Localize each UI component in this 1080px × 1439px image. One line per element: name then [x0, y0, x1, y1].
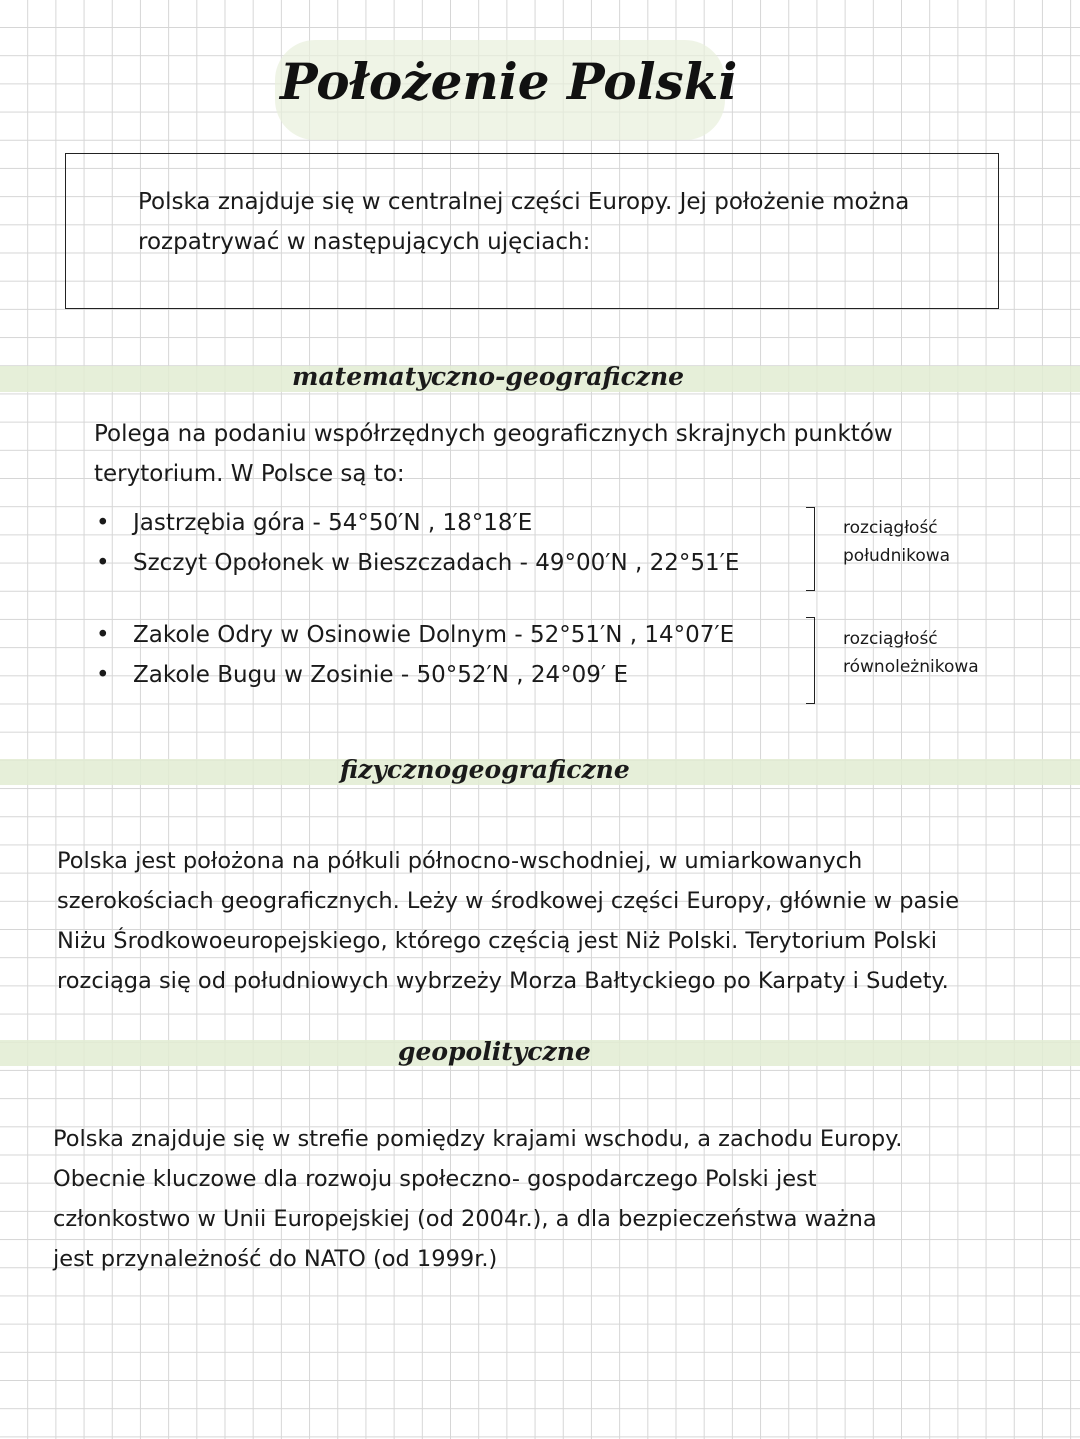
intro-line: rozpatrywać w następujących ujęciach:	[138, 229, 591, 255]
intro-text	[138, 182, 909, 262]
phys-text	[57, 841, 959, 1001]
text-line: Polska znajduje się w strefie pomiędzy krajami wschodu, a zachodu Europy.	[53, 1126, 903, 1152]
label-line: południkowa	[843, 546, 951, 566]
list-item: • Zakole Bugu w Zosinie - 50°52′N , 24°09′ E	[96, 662, 628, 688]
text-line: Polega na podaniu współrzędnych geograficznych skrajnych punktów	[94, 421, 893, 447]
section-heading-math: matematyczno-geograficzne	[292, 362, 685, 391]
list-item: • Jastrzębia góra - 54°50′N , 18°18′E	[96, 510, 533, 536]
point-text: Zakole Odry w Osinowie Dolnym - 52°51′N , 14°07′E	[133, 622, 735, 648]
point-text: Jastrzębia góra - 54°50′N , 18°18′E	[133, 510, 533, 536]
label-line: rozciągłość	[843, 629, 938, 649]
math-text	[94, 414, 893, 494]
intro-line: Polska znajduje się w centralnej części Europy. Jej położenie można	[138, 189, 910, 215]
text-line: członkostwo w Unii Europejskiej (od 2004r.), a dla bezpieczeństwa ważna	[53, 1206, 877, 1232]
text-line: szerokościach geograficznych. Leży w środkowej części Europy, głównie w pasie	[57, 888, 960, 914]
text-line: Obecnie kluczowe dla rozwoju społeczno- gospodarczego Polski jest	[53, 1166, 817, 1192]
text-line: Niżu Środkowoeuropejskiego, którego częścią jest Niż Polski. Terytorium Polski	[57, 928, 937, 954]
text-line: terytorium. W Polsce są to:	[94, 461, 405, 487]
section-heading-phys: fizycznogeograficzne	[340, 755, 630, 784]
label-line: rozciągłość	[843, 518, 938, 538]
point-text: Zakole Bugu w Zosinie - 50°52′N , 24°09′ E	[133, 662, 628, 688]
bracket	[806, 617, 815, 704]
section-heading-geo: geopolityczne	[398, 1037, 591, 1066]
page-title: Położenie Polski	[280, 52, 738, 111]
points-list-1	[96, 503, 739, 583]
text-line: rozciąga się od południowych wybrzeży Morza Bałtyckiego po Karpaty i Sudety.	[57, 968, 949, 994]
text-line: Polska jest położona na półkuli północno-wschodniej, w umiarkowanych	[57, 848, 863, 874]
label-line: równoleżnikowa	[843, 657, 979, 677]
list-item: • Zakole Odry w Osinowie Dolnym - 52°51′N , 14°07′E	[96, 622, 735, 648]
point-text: Szczyt Opołonek w Bieszczadach - 49°00′N , 22°51′E	[133, 550, 740, 576]
bracket-label-1	[843, 514, 950, 570]
points-list-2	[96, 615, 734, 695]
text-line: jest przynależność do NATO (od 1999r.)	[53, 1246, 498, 1272]
bracket-label-2	[843, 625, 979, 681]
geo-text	[53, 1119, 902, 1279]
bracket	[806, 507, 815, 591]
list-item: • Szczyt Opołonek w Bieszczadach - 49°00′N , 22°51′E	[96, 550, 740, 576]
